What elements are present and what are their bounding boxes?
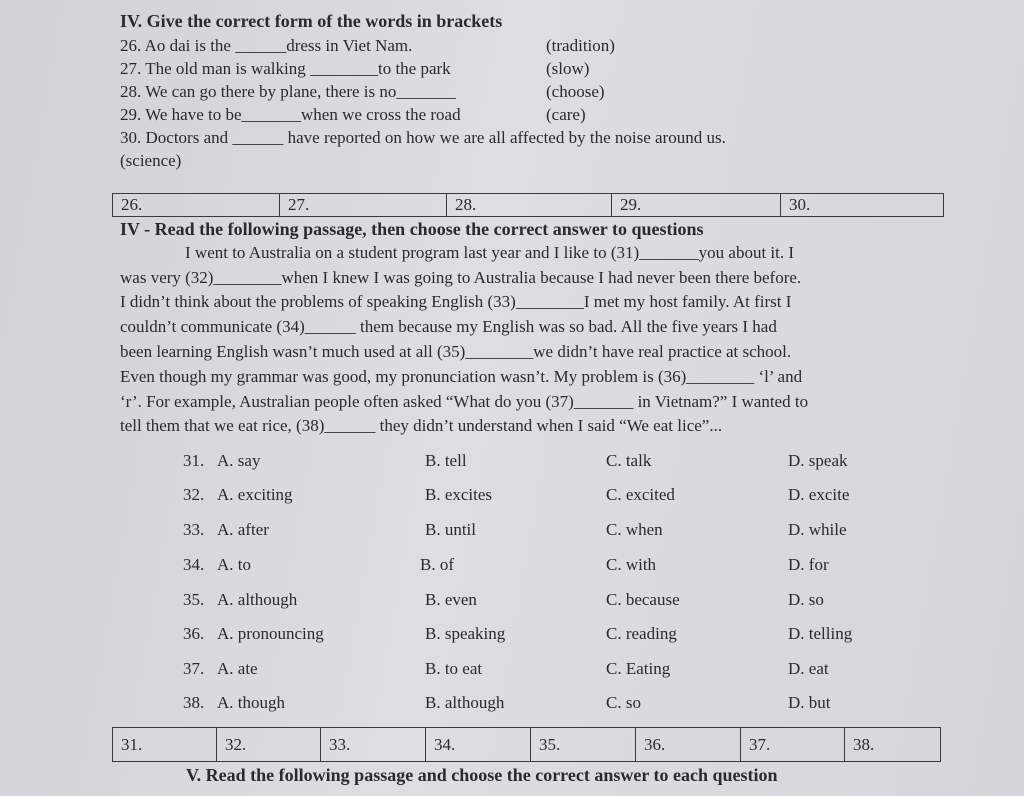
exercise-hint-28: (choose)	[546, 82, 605, 101]
question-36-option-b[interactable]: B. speaking	[425, 624, 506, 643]
question-37-option-d[interactable]: D. eat	[788, 659, 829, 678]
passage-line: I went to Australia on a student program last year and I like to (31)_______you about it. I	[185, 243, 795, 262]
question-33-option-a[interactable]: A. after	[217, 520, 269, 539]
question-37-option-a[interactable]: A. ate	[217, 659, 258, 678]
exercise-hint-30: (science)	[120, 151, 182, 170]
question-31-option-a[interactable]: A. say	[217, 451, 261, 470]
question-37-option-c[interactable]: C. Eating	[606, 659, 671, 678]
exercise-item-26: 26. Ao dai is the ______dress in Viet Nam.	[120, 36, 413, 55]
question-36-option-a[interactable]: A. pronouncing	[217, 624, 324, 643]
question-34-option-b[interactable]: B. of	[420, 555, 454, 574]
exercise-hint-26: (tradition)	[546, 36, 615, 55]
question-38-option-b[interactable]: B. although	[425, 693, 505, 712]
question-31-option-b[interactable]: B. tell	[425, 451, 467, 470]
answer-grid-26-30	[112, 193, 944, 217]
answer-cell[interactable]: 28.	[447, 194, 612, 217]
question-38-option-a[interactable]: A. though	[217, 693, 285, 712]
passage-line: couldn’t communicate (34)______ them because my English was so bad. All the five years I had	[120, 317, 777, 336]
answer-cell[interactable]: 30.	[781, 194, 944, 217]
exercise-item-27: 27. The old man is walking ________to the park	[120, 59, 451, 78]
question-32-number: 32.	[183, 485, 205, 504]
question-34-option-c[interactable]: C. with	[606, 555, 657, 574]
answer-cell[interactable]: 38.	[845, 728, 941, 762]
question-34-option-a[interactable]: A. to	[217, 555, 251, 574]
question-33-option-b[interactable]: B. until	[425, 520, 477, 539]
question-36-number: 36.	[183, 624, 205, 643]
question-35-option-c[interactable]: C. because	[606, 590, 680, 609]
question-36-option-d[interactable]: D. telling	[788, 624, 853, 643]
answer-cell[interactable]: 32.	[217, 728, 321, 762]
section-title-next-passage: V. Read the following passage and choose the correct answer to each question	[186, 765, 778, 785]
question-31-option-a: 31.	[183, 451, 205, 470]
question-32-option-d[interactable]: D. excite	[788, 485, 850, 504]
answer-cell[interactable]: 37.	[741, 728, 845, 762]
question-38-number: 38.	[183, 693, 205, 712]
question-34-option-d[interactable]: D. for	[788, 555, 829, 574]
passage-line: been learning English wasn’t much used at all (35)________we didn’t have real practice at school.	[120, 342, 792, 361]
section-title-word-forms: IV. Give the correct form of the words in brackets	[120, 11, 503, 31]
question-35-option-b[interactable]: B. even	[425, 590, 477, 609]
exercise-hint-29: (care)	[546, 105, 586, 124]
question-37-number: 37.	[183, 659, 205, 678]
exercise-item-29: 29. We have to be_______when we cross the road	[120, 105, 461, 124]
passage-line: tell them that we eat rice, (38)______ they didn’t understand when I said “We eat lice”...	[120, 416, 723, 435]
question-36-option-c[interactable]: C. reading	[606, 624, 677, 643]
section-title-passage: IV - Read the following passage, then choose the correct answer to questions	[120, 219, 704, 239]
question-31-option-d[interactable]: D. speak	[788, 451, 848, 470]
exercise-item-28: 28. We can go there by plane, there is no_______	[120, 82, 456, 101]
answer-cell[interactable]: 36.	[636, 728, 741, 762]
question-38-option-c[interactable]: C. so	[606, 693, 641, 712]
question-33-number: 33.	[183, 520, 205, 539]
question-38-option-d[interactable]: D. but	[788, 693, 831, 712]
question-35-option-a[interactable]: A. although	[217, 590, 298, 609]
passage-line: Even though my grammar was good, my pronunciation wasn’t. My problem is (36)________ ‘l’ and	[120, 367, 803, 386]
question-33-option-c[interactable]: C. when	[606, 520, 663, 539]
answer-cell[interactable]: 33.	[321, 728, 426, 762]
passage-line: ‘r’. For example, Australian people often asked “What do you (37)_______ in Vietnam?” I wanted to	[120, 392, 809, 411]
question-31-option-c[interactable]: C. talk	[606, 451, 652, 470]
question-35-option-d[interactable]: D. so	[788, 590, 824, 609]
question-32-option-b[interactable]: B. excites	[425, 485, 493, 504]
question-35-number: 35.	[183, 590, 205, 609]
question-32-option-c[interactable]: C. excited	[606, 485, 675, 504]
answer-cell[interactable]: 35.	[531, 728, 636, 762]
exercise-item-30: 30. Doctors and ______ have reported on how we are all affected by the noise around us.	[120, 128, 726, 147]
answer-cell[interactable]: 31.	[113, 728, 217, 762]
answer-cell[interactable]: 29.	[612, 194, 781, 217]
question-32-option-a[interactable]: A. exciting	[217, 485, 293, 504]
answer-cell[interactable]: 27.	[280, 194, 447, 217]
exercise-hint-27: (slow)	[546, 59, 590, 78]
answer-cell[interactable]: 34.	[426, 728, 531, 762]
passage-line: I didn’t think about the problems of speaking English (33)________I met my host family. At first I	[120, 292, 792, 311]
answer-cell[interactable]: 26.	[113, 194, 280, 217]
question-34-number: 34.	[183, 555, 205, 574]
question-37-option-b[interactable]: B. to eat	[425, 659, 483, 678]
passage-line: was very (32)________when I knew I was going to Australia because I had never been there before.	[120, 268, 802, 287]
question-33-option-d[interactable]: D. while	[788, 520, 847, 539]
answer-grid-31-38	[112, 727, 941, 762]
